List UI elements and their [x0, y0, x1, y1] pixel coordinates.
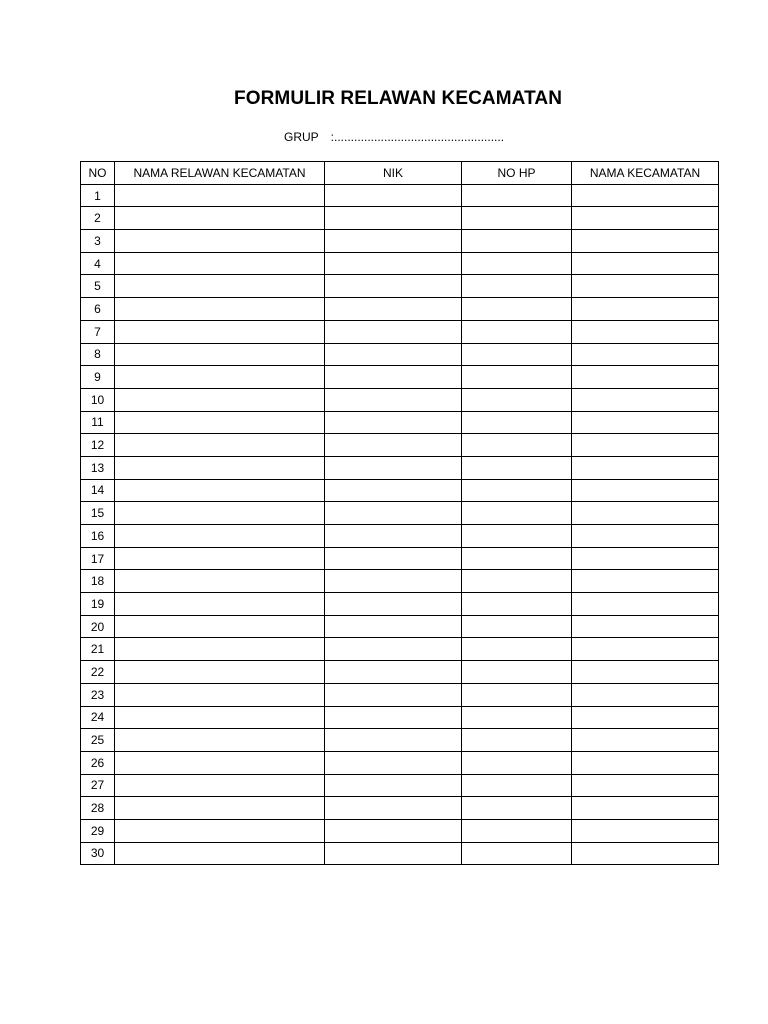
cell-nik[interactable] — [325, 683, 462, 706]
cell-nik[interactable] — [325, 661, 462, 684]
table-row — [81, 819, 719, 842]
cell-nama-kecamatan[interactable] — [572, 320, 719, 343]
cell-no-hp[interactable] — [462, 525, 572, 548]
cell-nama-relawan[interactable] — [115, 842, 325, 865]
table-row — [81, 252, 719, 275]
cell-no-hp[interactable] — [462, 479, 572, 502]
cell-no-hp[interactable] — [462, 683, 572, 706]
row-number: 3 — [81, 230, 115, 253]
cell-nama-kecamatan[interactable] — [572, 797, 719, 820]
cell-no-hp[interactable] — [462, 729, 572, 752]
cell-nama-relawan[interactable] — [115, 411, 325, 434]
cell-nik[interactable] — [325, 434, 462, 457]
row-number: 28 — [81, 797, 115, 820]
cell-nama-relawan[interactable] — [115, 252, 325, 275]
table-row — [81, 706, 719, 729]
table-row — [81, 230, 719, 253]
table-row — [81, 729, 719, 752]
cell-no-hp[interactable] — [462, 547, 572, 570]
cell-nama-kecamatan[interactable] — [572, 638, 719, 661]
cell-nama-relawan[interactable] — [115, 638, 325, 661]
table-row — [81, 638, 719, 661]
cell-nik[interactable] — [325, 570, 462, 593]
cell-no-hp[interactable] — [462, 320, 572, 343]
page-title: FORMULIR RELAWAN KECAMATAN — [233, 88, 563, 109]
cell-nik[interactable] — [325, 774, 462, 797]
cell-nama-relawan[interactable] — [115, 797, 325, 820]
cell-nama-relawan[interactable] — [115, 774, 325, 797]
cell-nama-relawan[interactable] — [115, 479, 325, 502]
cell-no-hp[interactable] — [462, 842, 572, 865]
cell-nama-relawan[interactable] — [115, 434, 325, 457]
row-number: 9 — [81, 366, 115, 389]
cell-nik[interactable] — [325, 298, 462, 321]
cell-nama-kecamatan[interactable] — [572, 479, 719, 502]
cell-nik[interactable] — [325, 751, 462, 774]
row-number: 15 — [81, 502, 115, 525]
table-row — [81, 570, 719, 593]
table-row — [81, 683, 719, 706]
row-number: 20 — [81, 615, 115, 638]
cell-nik[interactable] — [325, 275, 462, 298]
cell-no-hp[interactable] — [462, 570, 572, 593]
cell-nik[interactable] — [325, 388, 462, 411]
cell-nama-kecamatan[interactable] — [572, 184, 719, 207]
group-blank: :................................................... — [330, 130, 505, 144]
table-row — [81, 615, 719, 638]
table-row — [81, 388, 719, 411]
table-row — [81, 343, 719, 366]
cell-no-hp[interactable] — [462, 434, 572, 457]
row-number: 18 — [81, 570, 115, 593]
cell-nama-kecamatan[interactable] — [572, 615, 719, 638]
table-body — [81, 184, 719, 865]
cell-no-hp[interactable] — [462, 706, 572, 729]
cell-no-hp[interactable] — [462, 456, 572, 479]
table-row — [81, 411, 719, 434]
cell-nik[interactable] — [325, 479, 462, 502]
cell-nama-relawan[interactable] — [115, 683, 325, 706]
header-nama-relawan: NAMA RELAWAN KECAMATAN — [115, 162, 325, 185]
cell-nama-kecamatan[interactable] — [572, 207, 719, 230]
cell-nama-relawan[interactable] — [115, 320, 325, 343]
cell-nama-relawan[interactable] — [115, 184, 325, 207]
table-row — [81, 751, 719, 774]
cell-nama-relawan[interactable] — [115, 456, 325, 479]
cell-nama-relawan[interactable] — [115, 729, 325, 752]
cell-no-hp[interactable] — [462, 819, 572, 842]
group-field — [284, 130, 504, 144]
cell-nama-kecamatan[interactable] — [572, 298, 719, 321]
cell-no-hp[interactable] — [462, 751, 572, 774]
table-row — [81, 434, 719, 457]
row-number: 2 — [81, 207, 115, 230]
volunteer-table — [80, 161, 719, 865]
table-row — [81, 502, 719, 525]
cell-nik[interactable] — [325, 615, 462, 638]
cell-nama-relawan[interactable] — [115, 547, 325, 570]
cell-nik[interactable] — [325, 842, 462, 865]
cell-nama-kecamatan[interactable] — [572, 275, 719, 298]
cell-nama-kecamatan[interactable] — [572, 570, 719, 593]
cell-no-hp[interactable] — [462, 593, 572, 616]
cell-nama-kecamatan[interactable] — [572, 411, 719, 434]
cell-nik[interactable] — [325, 729, 462, 752]
cell-nama-relawan[interactable] — [115, 570, 325, 593]
cell-nama-relawan[interactable] — [115, 230, 325, 253]
cell-no-hp[interactable] — [462, 252, 572, 275]
cell-no-hp[interactable] — [462, 661, 572, 684]
cell-nama-kecamatan[interactable] — [572, 774, 719, 797]
cell-no-hp[interactable] — [462, 797, 572, 820]
cell-nama-kecamatan[interactable] — [572, 547, 719, 570]
cell-no-hp[interactable] — [462, 275, 572, 298]
header-nama-kecamatan: NAMA KECAMATAN — [572, 162, 719, 185]
cell-nik[interactable] — [325, 525, 462, 548]
cell-nik[interactable] — [325, 593, 462, 616]
table-row — [81, 774, 719, 797]
table-row — [81, 298, 719, 321]
cell-nik[interactable] — [325, 207, 462, 230]
row-number: 1 — [81, 184, 115, 207]
cell-nama-relawan[interactable] — [115, 343, 325, 366]
cell-nama-kecamatan[interactable] — [572, 593, 719, 616]
row-number: 17 — [81, 547, 115, 570]
row-number: 23 — [81, 683, 115, 706]
row-number: 11 — [81, 411, 115, 434]
cell-nama-relawan[interactable] — [115, 366, 325, 389]
cell-no-hp[interactable] — [462, 184, 572, 207]
cell-nama-kecamatan[interactable] — [572, 751, 719, 774]
table-row — [81, 366, 719, 389]
row-number: 22 — [81, 661, 115, 684]
table-row — [81, 593, 719, 616]
cell-no-hp[interactable] — [462, 207, 572, 230]
cell-no-hp[interactable] — [462, 343, 572, 366]
cell-nik[interactable] — [325, 638, 462, 661]
cell-nik[interactable] — [325, 819, 462, 842]
cell-nik[interactable] — [325, 230, 462, 253]
cell-nama-relawan[interactable] — [115, 275, 325, 298]
cell-nama-relawan[interactable] — [115, 661, 325, 684]
cell-no-hp[interactable] — [462, 638, 572, 661]
table-row — [81, 184, 719, 207]
table-header-row — [81, 162, 719, 185]
cell-nama-kecamatan[interactable] — [572, 729, 719, 752]
cell-nama-relawan[interactable] — [115, 298, 325, 321]
header-no: NO — [81, 162, 115, 185]
cell-nama-relawan[interactable] — [115, 706, 325, 729]
row-number: 7 — [81, 320, 115, 343]
row-number: 10 — [81, 388, 115, 411]
cell-no-hp[interactable] — [462, 411, 572, 434]
cell-no-hp[interactable] — [462, 298, 572, 321]
row-number: 30 — [81, 842, 115, 865]
cell-nama-relawan[interactable] — [115, 525, 325, 548]
row-number: 19 — [81, 593, 115, 616]
cell-nama-kecamatan[interactable] — [572, 434, 719, 457]
row-number: 4 — [81, 252, 115, 275]
row-number: 12 — [81, 434, 115, 457]
cell-nik[interactable] — [325, 252, 462, 275]
row-number: 26 — [81, 751, 115, 774]
cell-nama-kecamatan[interactable] — [572, 525, 719, 548]
row-number: 13 — [81, 456, 115, 479]
cell-nik[interactable] — [325, 320, 462, 343]
cell-nama-relawan[interactable] — [115, 615, 325, 638]
table-row — [81, 456, 719, 479]
header-nik: NIK — [325, 162, 462, 185]
cell-nik[interactable] — [325, 343, 462, 366]
cell-nik[interactable] — [325, 184, 462, 207]
cell-nama-kecamatan[interactable] — [572, 366, 719, 389]
cell-nama-relawan[interactable] — [115, 502, 325, 525]
table-row — [81, 797, 719, 820]
cell-nama-kecamatan[interactable] — [572, 661, 719, 684]
table-row — [81, 547, 719, 570]
cell-nama-relawan[interactable] — [115, 207, 325, 230]
cell-nik[interactable] — [325, 797, 462, 820]
cell-nama-kecamatan[interactable] — [572, 252, 719, 275]
table-row — [81, 320, 719, 343]
cell-nik[interactable] — [325, 366, 462, 389]
cell-nama-kecamatan[interactable] — [572, 683, 719, 706]
table-row — [81, 661, 719, 684]
cell-nama-kecamatan[interactable] — [572, 842, 719, 865]
header-no-hp: NO HP — [462, 162, 572, 185]
row-number: 21 — [81, 638, 115, 661]
cell-nama-relawan[interactable] — [115, 388, 325, 411]
cell-nik[interactable] — [325, 502, 462, 525]
cell-no-hp[interactable] — [462, 774, 572, 797]
cell-no-hp[interactable] — [462, 366, 572, 389]
table-row — [81, 525, 719, 548]
row-number: 5 — [81, 275, 115, 298]
table-row — [81, 275, 719, 298]
cell-nik[interactable] — [325, 547, 462, 570]
cell-nama-kecamatan[interactable] — [572, 706, 719, 729]
cell-no-hp[interactable] — [462, 502, 572, 525]
table-row — [81, 479, 719, 502]
row-number: 14 — [81, 479, 115, 502]
row-number: 29 — [81, 819, 115, 842]
row-number: 24 — [81, 706, 115, 729]
cell-nama-kecamatan[interactable] — [572, 502, 719, 525]
row-number: 27 — [81, 774, 115, 797]
table-row — [81, 207, 719, 230]
cell-nama-kecamatan[interactable] — [572, 388, 719, 411]
cell-nama-kecamatan[interactable] — [572, 456, 719, 479]
cell-nik[interactable] — [325, 456, 462, 479]
cell-no-hp[interactable] — [462, 615, 572, 638]
cell-no-hp[interactable] — [462, 388, 572, 411]
row-number: 6 — [81, 298, 115, 321]
cell-nama-kecamatan[interactable] — [572, 230, 719, 253]
cell-nama-relawan[interactable] — [115, 819, 325, 842]
row-number: 25 — [81, 729, 115, 752]
cell-nik[interactable] — [325, 411, 462, 434]
cell-nama-relawan[interactable] — [115, 593, 325, 616]
cell-nama-kecamatan[interactable] — [572, 343, 719, 366]
row-number: 16 — [81, 525, 115, 548]
row-number: 8 — [81, 343, 115, 366]
cell-nik[interactable] — [325, 706, 462, 729]
cell-nama-kecamatan[interactable] — [572, 819, 719, 842]
cell-nama-relawan[interactable] — [115, 751, 325, 774]
group-label: GRUP — [284, 130, 319, 144]
cell-no-hp[interactable] — [462, 230, 572, 253]
table-row — [81, 842, 719, 865]
